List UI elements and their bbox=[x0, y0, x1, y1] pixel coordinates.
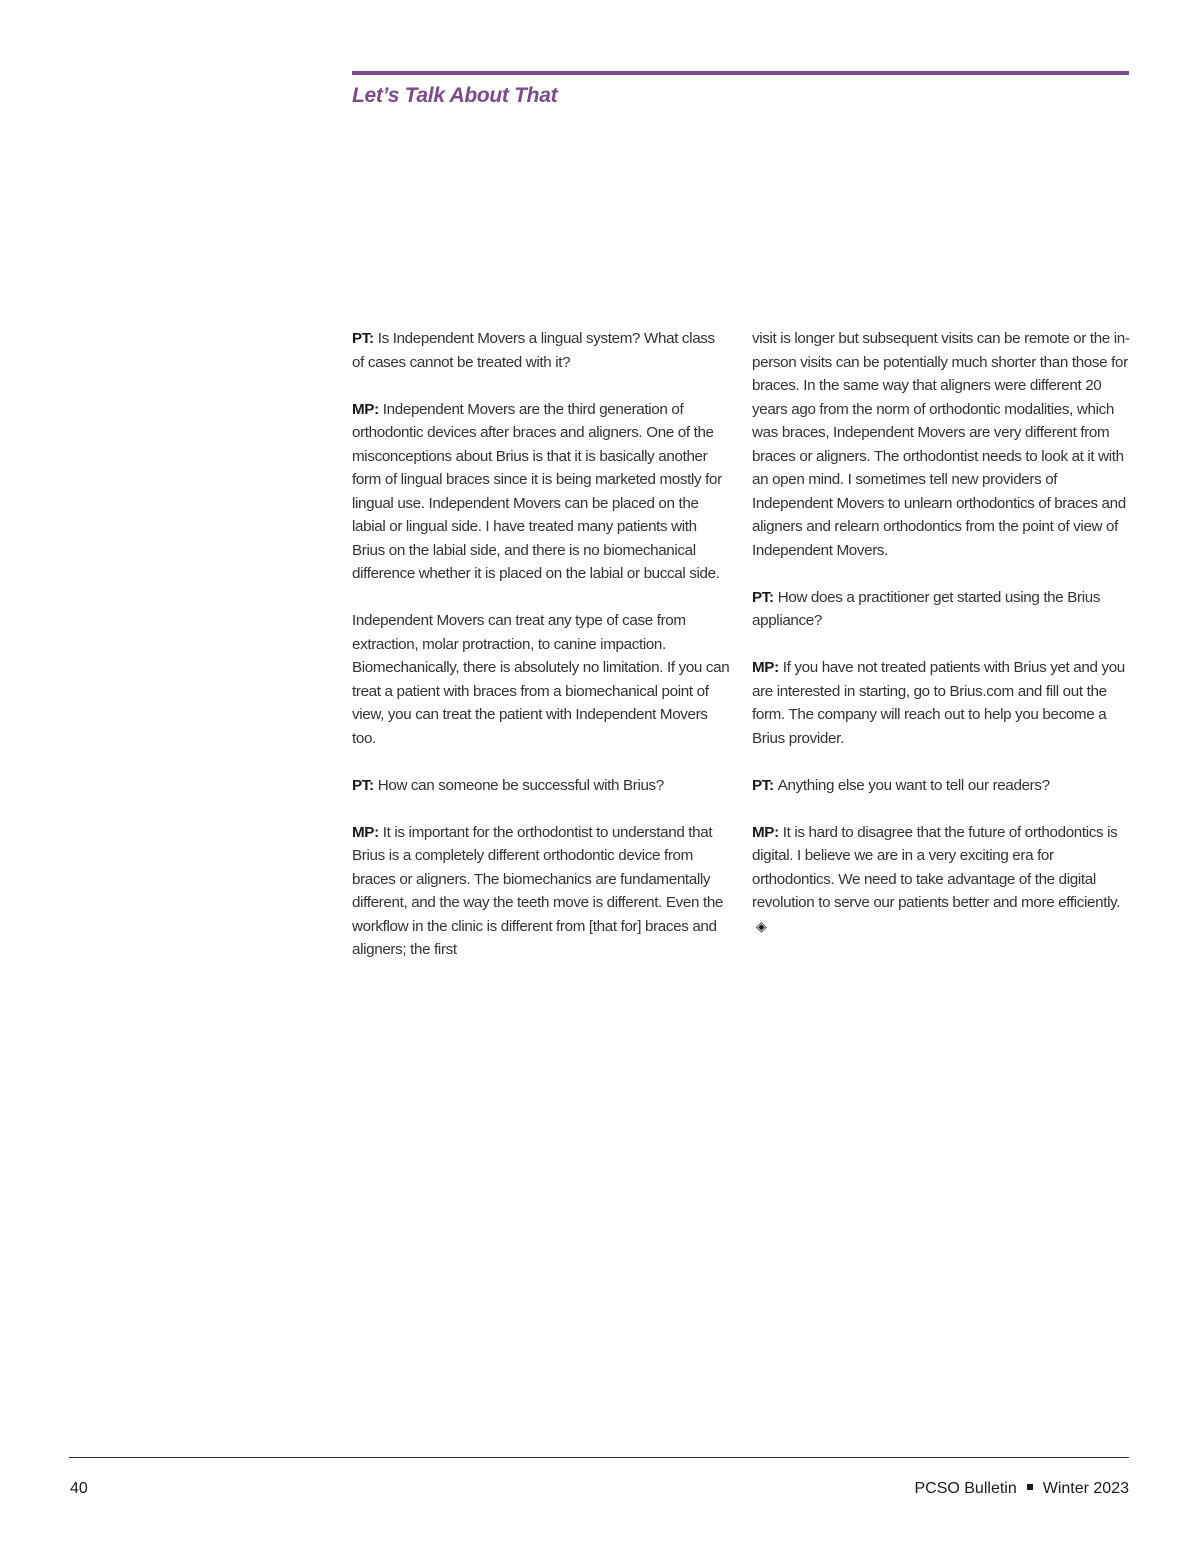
paragraph-text: Anything else you want to tell our readers? bbox=[777, 776, 1050, 794]
footer-rule bbox=[69, 1457, 1129, 1458]
right-column bbox=[752, 327, 1132, 963]
speaker-label: MP: bbox=[352, 400, 379, 418]
paragraph-text: Independent Movers can treat any type of case from extraction, molar protraction, to canine impaction. Biomechanically, there is absolutely no limitation. If you can treat a patient with braces from a biomechanical point of view, you can treat the patient with Independent Movers too. bbox=[352, 612, 730, 747]
square-bullet-icon bbox=[1027, 1484, 1033, 1490]
speaker-label: MP: bbox=[752, 659, 779, 676]
header-rule bbox=[352, 71, 1129, 75]
speaker-label: PT: bbox=[752, 776, 774, 794]
interview-paragraph bbox=[752, 821, 1132, 940]
interview-paragraph bbox=[752, 656, 1132, 750]
paragraph-text: Is Independent Movers a lingual system? What class of cases cannot be treated with it? bbox=[352, 330, 715, 371]
section-title: Let’s Talk About That bbox=[352, 84, 558, 107]
paragraph-text: visit is longer but subsequent visits can be remote or the in-person visits can be potentially much shorter than those for braces. In the same way that aligners were different 20 years ago from the norm of orthodontic modalities, which was braces, Independent Movers are very different from braces or aligners. The orthodontist needs to look at it with an open mind. I sometimes tell new providers of Independent Movers to unlearn orthodontics of braces and aligners and relearn orthodontics from the point of view of Independent Movers. bbox=[752, 330, 1130, 559]
speaker-label: PT: bbox=[352, 776, 374, 794]
footer-publication-info bbox=[914, 1480, 1129, 1498]
speaker-label: MP: bbox=[752, 823, 779, 841]
publication-name: PCSO Bulletin bbox=[914, 1480, 1017, 1497]
interview-paragraph bbox=[352, 398, 730, 586]
paragraph-text: It is hard to disagree that the future of orthodontics is digital. I believe we are in a very exciting era for orthodontics. We need to take advantage of the digital revolution to serve our patients better and more efficiently. bbox=[752, 823, 1121, 911]
interview-paragraph bbox=[752, 774, 1132, 798]
issue-date: Winter 2023 bbox=[1042, 1480, 1129, 1497]
interview-paragraph bbox=[752, 586, 1132, 633]
end-of-article-icon: ◈ bbox=[756, 918, 767, 935]
paragraph-text: How can someone be successful with Brius? bbox=[377, 776, 664, 794]
paragraph-text: Independent Movers are the third generation of orthodontic devices after braces and aligners. One of the misconceptions about Brius is that it is basically another form of lingual braces since it is being marketed mostly for lingual use. Independent Movers can be placed on the labial or lingual side. I have treated many patients with Brius on the labial side, and there is no biomechanical difference whether it is placed on the labial or buccal side. bbox=[352, 400, 722, 582]
interview-paragraph bbox=[752, 327, 1132, 562]
interview-paragraph bbox=[352, 821, 730, 962]
interview-paragraph bbox=[352, 327, 730, 374]
interview-paragraph bbox=[352, 609, 730, 750]
interview-paragraph bbox=[352, 774, 730, 798]
paragraph-text: It is important for the orthodontist to understand that Brius is a completely different orthodontic device from braces or aligners. The biomechanics are fundamentally different, and the way the teeth move is different. Even the workflow in the clinic is different from [that for] braces and aligners; the first bbox=[352, 823, 724, 958]
speaker-label: MP: bbox=[352, 823, 379, 841]
left-column bbox=[352, 327, 730, 985]
speaker-label: PT: bbox=[352, 330, 374, 347]
page-number: 40 bbox=[70, 1480, 88, 1497]
paragraph-text: How does a practitioner get started using the Brius appliance? bbox=[752, 588, 1101, 629]
speaker-label: PT: bbox=[752, 588, 774, 606]
paragraph-text: If you have not treated patients with Brius yet and you are interested in starting, go to Brius.com and fill out the form. The company will reach out to help you become a Brius provider. bbox=[752, 659, 1125, 747]
